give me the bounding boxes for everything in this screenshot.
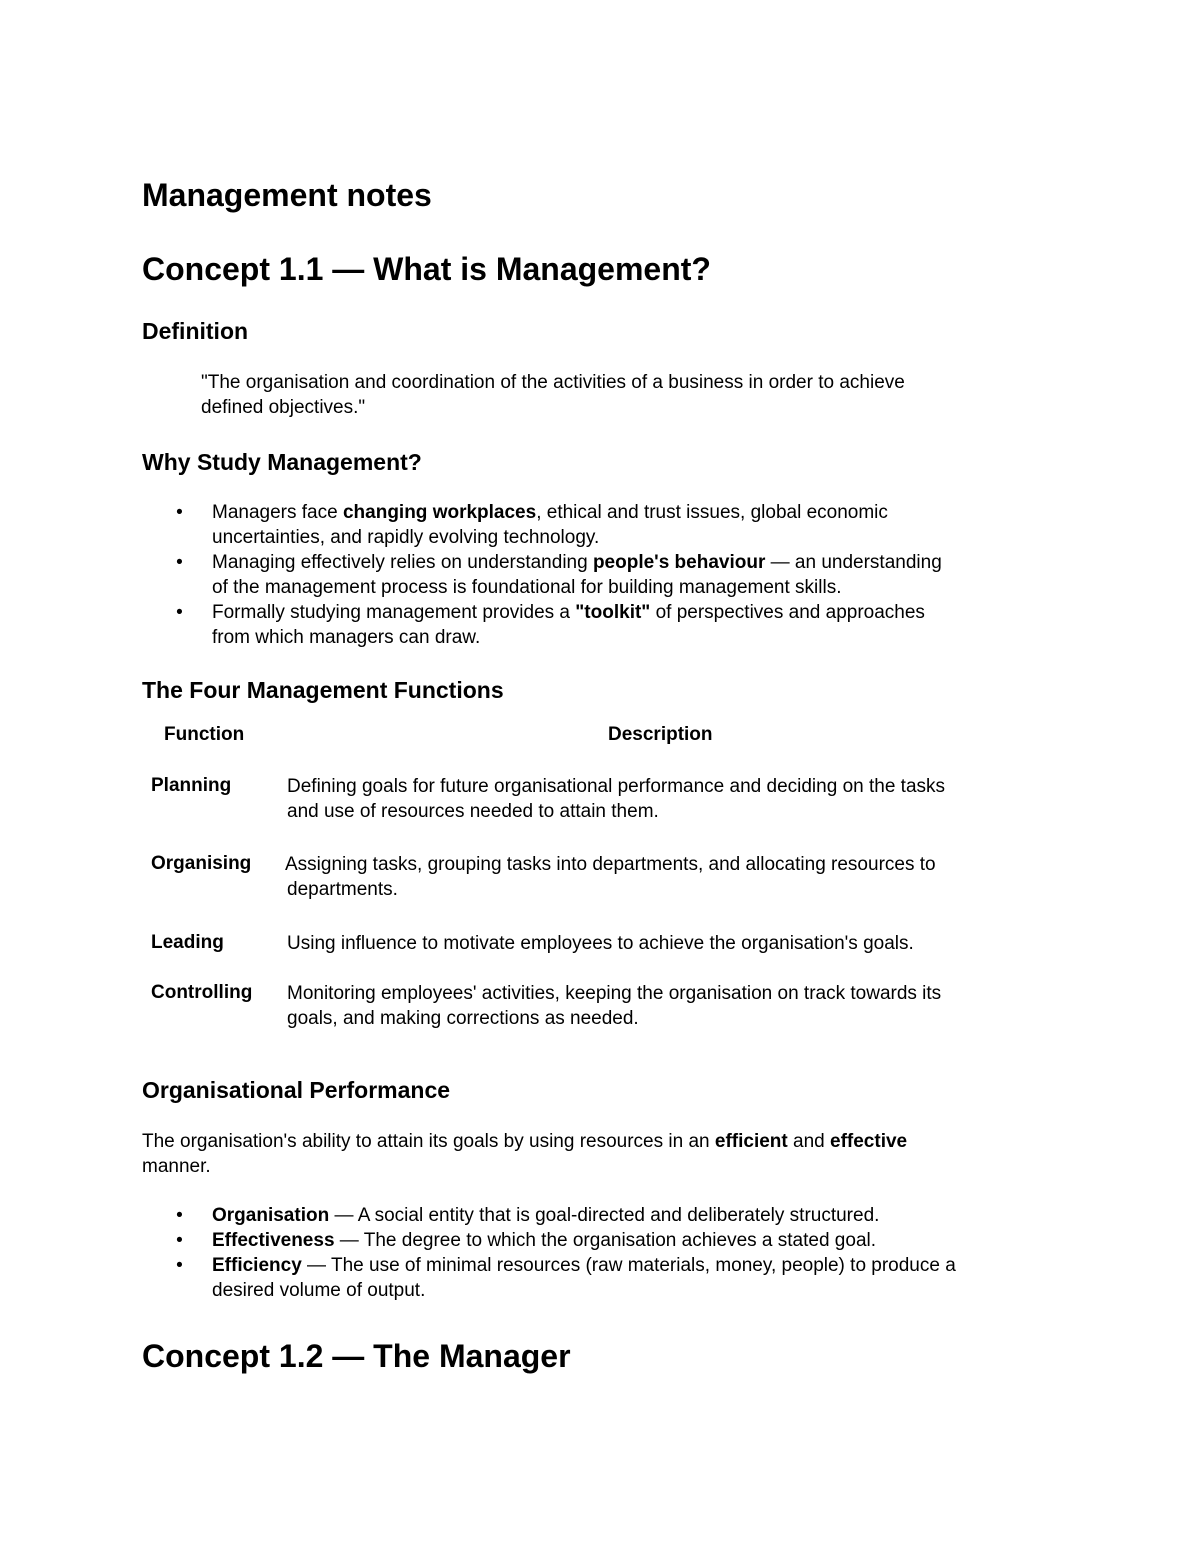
why-study-list (172, 500, 942, 650)
function-name: Leading (151, 932, 224, 953)
list-item: • Organisation — A social entity that is goal-directed and deliberately structured. (172, 1203, 956, 1228)
table-header-description: Description (608, 724, 713, 745)
list-item: • Efficiency — The use of minimal resources (raw materials, money, people) to produce a desired volume of output. (172, 1253, 956, 1303)
performance-terms-list (172, 1203, 956, 1303)
table-header-function: Function (164, 724, 245, 745)
function-description: Defining goals for future organisational performance and deciding on the tasks and use of resources needed to attain them. (287, 776, 946, 822)
function-description: Assigning tasks, grouping tasks into departments, and allocating resources to departments. (285, 854, 936, 900)
concept-1-2-heading: Concept 1.2 — The Manager (142, 1338, 571, 1374)
bullet-icon: • (176, 602, 183, 623)
bullet-icon: • (176, 1255, 183, 1276)
function-description: Using influence to motivate employees to achieve the organisation's goals. (287, 933, 914, 954)
definition-heading: Definition (142, 318, 249, 344)
bullet-icon: • (176, 1230, 183, 1251)
performance-paragraph: The organisation's ability to attain its goals by using resources in an efficient and effective manner. (142, 1131, 908, 1177)
function-name: Planning (151, 775, 232, 796)
functions-heading: The Four Management Functions (142, 677, 504, 703)
list-item: • Effectiveness — The degree to which the organisation achieves a stated goal. (172, 1228, 956, 1253)
why-study-heading: Why Study Management? (142, 449, 422, 475)
list-item: • Formally studying management provides a "toolkit" of perspectives and approaches from which managers can draw. (172, 600, 942, 650)
bullet-icon: • (176, 502, 183, 523)
concept-1-1-heading: Concept 1.1 — What is Management? (142, 251, 711, 287)
function-description: Monitoring employees' activities, keeping the organisation on track towards its goals, and making corrections as needed. (287, 983, 942, 1029)
function-name: Organising (151, 853, 252, 874)
function-name: Controlling (151, 982, 253, 1003)
performance-heading: Organisational Performance (142, 1077, 451, 1103)
bullet-icon: • (176, 552, 183, 573)
list-item: • Managing effectively relies on understanding people's behaviour — an understanding of the management process is foundational for building management skills. (172, 550, 942, 600)
definition-quote: "The organisation and coordination of the activities of a business in order to achieve defined objectives." (201, 372, 905, 418)
bullet-icon: • (176, 1205, 183, 1226)
list-item: • Managers face changing workplaces, ethical and trust issues, global economic uncertainties, and rapidly evolving technology. (172, 500, 942, 550)
document-title: Management notes (142, 177, 432, 213)
